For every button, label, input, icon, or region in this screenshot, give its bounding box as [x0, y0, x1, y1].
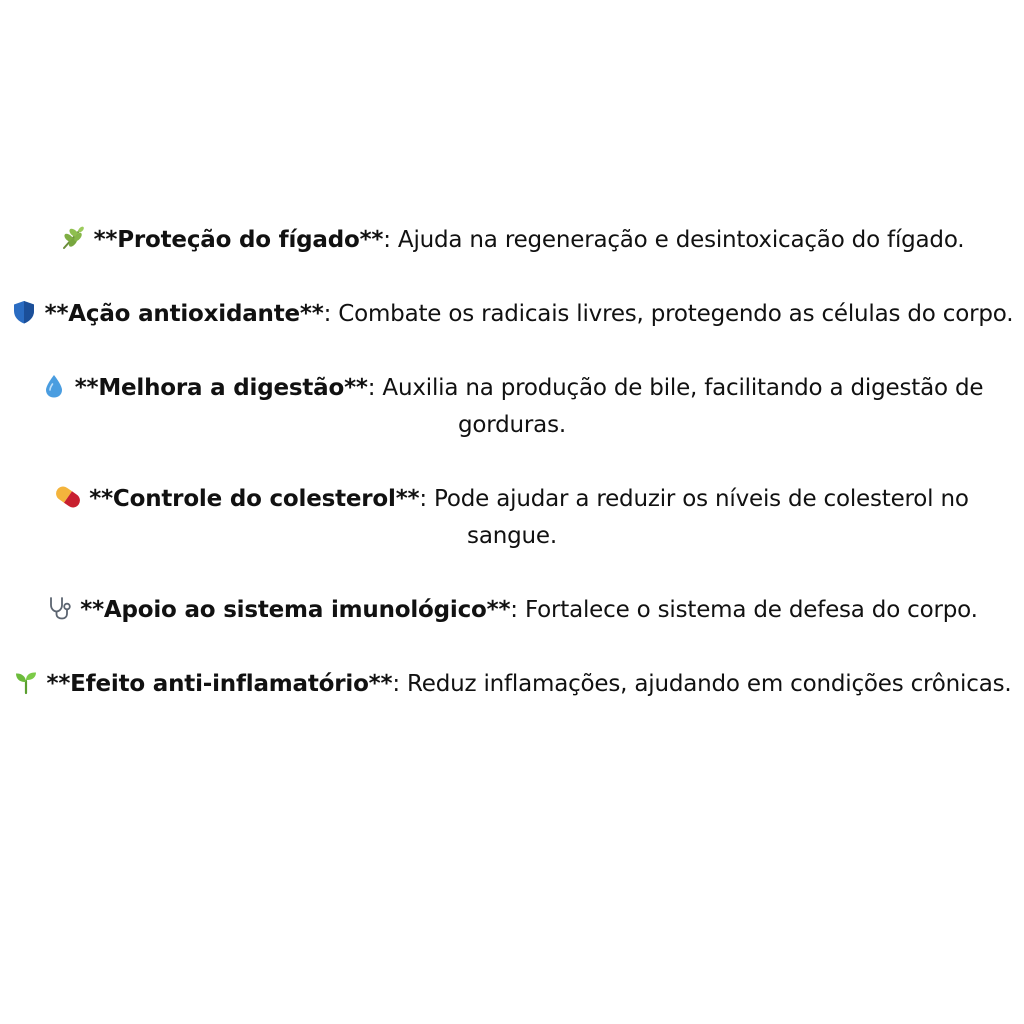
shield-icon: [11, 299, 37, 325]
benefit-description: : Reduz inflamações, ajudando em condições crônicas.: [392, 671, 1012, 697]
benefit-description: : Pode ajudar a reduzir os níveis de colesterol no sangue.: [419, 486, 969, 549]
benefit-title: **Ação antioxidante**: [44, 301, 324, 327]
stethoscope-icon: [46, 595, 72, 621]
seedling-icon: [13, 669, 39, 695]
benefit-item-antioxidant: [10, 296, 1014, 333]
benefit-item-immune: [10, 592, 1014, 629]
benefit-item-anti-inflammatory: [10, 666, 1014, 703]
benefit-title: **Apoio ao sistema imunológico**: [80, 597, 511, 623]
benefits-list: [0, 222, 1024, 740]
benefit-title: **Efeito anti-inflamatório**: [46, 671, 393, 697]
benefit-title: **Controle do colesterol**: [89, 486, 420, 512]
droplet-icon: [41, 373, 67, 399]
benefit-item-cholesterol: [10, 481, 1014, 555]
herb-icon: [60, 225, 86, 251]
benefit-description: : Auxilia na produção de bile, facilitando a digestão de gorduras.: [367, 375, 984, 438]
benefit-description: : Fortalece o sistema de defesa do corpo.: [510, 597, 978, 623]
benefit-title: **Melhora a digestão**: [74, 375, 368, 401]
benefit-description: : Ajuda na regeneração e desintoxicação do fígado.: [383, 227, 965, 253]
benefit-item-digestion: [10, 370, 1014, 444]
benefit-item-liver: [10, 222, 1014, 259]
benefit-description: : Combate os radicais livres, protegendo as células do corpo.: [323, 301, 1014, 327]
benefit-title: **Proteção do fígado**: [93, 227, 384, 253]
pill-icon: [55, 484, 81, 510]
